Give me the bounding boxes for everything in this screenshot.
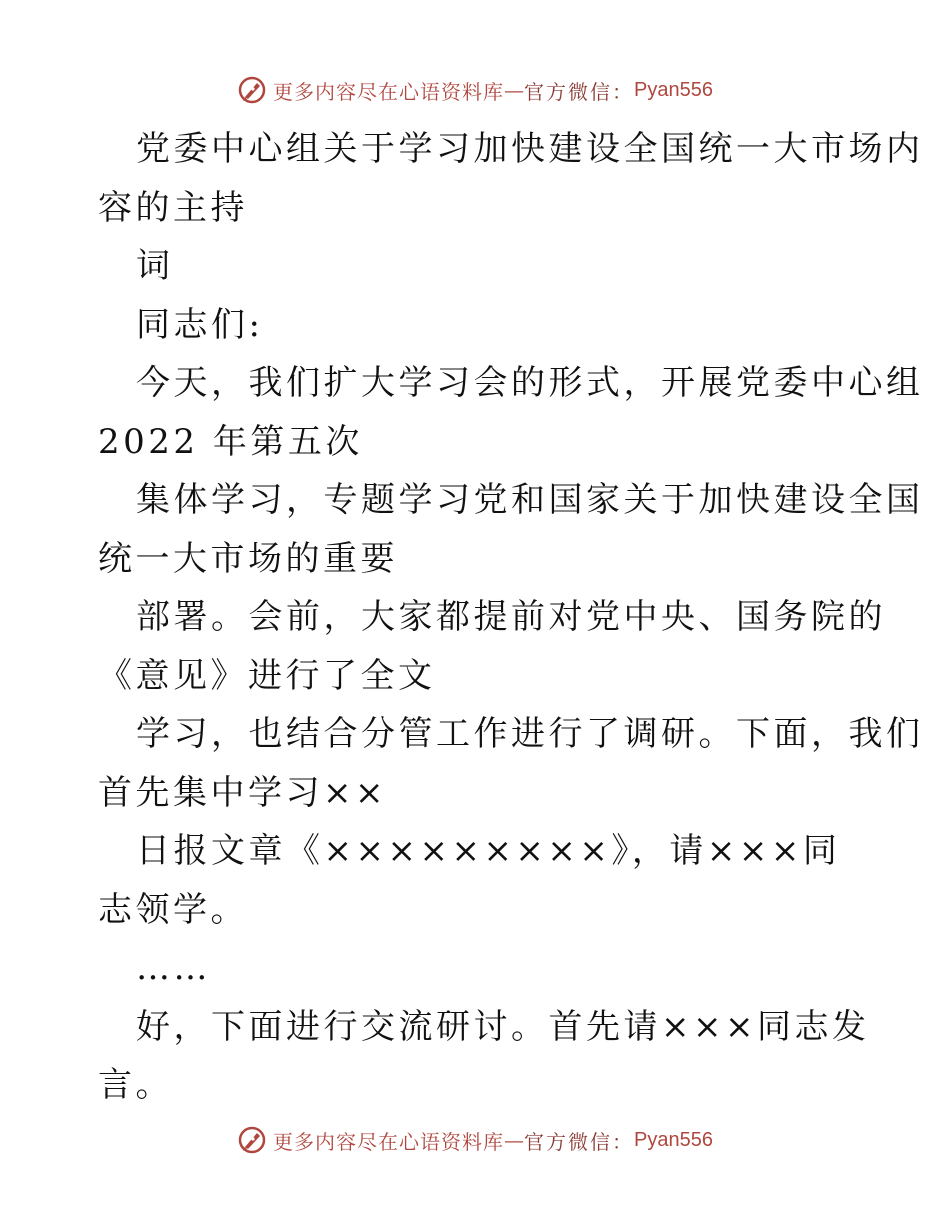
- banner-wechat-label: 官方微信：: [524, 79, 635, 104]
- banner-dash: —: [504, 78, 525, 102]
- document-line: 容的主持: [98, 187, 248, 228]
- footer-banner: [0, 1120, 950, 1160]
- document-line: ……: [136, 948, 211, 988]
- banner-wechat-id: Pyan556: [634, 1128, 713, 1151]
- document-line: 志领学。: [98, 889, 248, 930]
- banner-brand: 更多内容尽在心语资料库: [273, 1129, 505, 1154]
- document-body: [98, 120, 924, 1115]
- document-line: 词: [136, 246, 174, 286]
- document-line: 日报文章《×××××××××》，请×××同: [136, 831, 841, 871]
- document-line: 党委中心组关于学习加快建设全国统一大市场内: [136, 129, 924, 169]
- document-line: 部署。会前，大家都提前对党中央、国务院的: [136, 597, 886, 637]
- document-line: 同志们:: [136, 304, 264, 345]
- document-line: 统一大市场的重要: [98, 538, 398, 579]
- pen-nib-circle-icon: [237, 1125, 267, 1155]
- pen-nib-circle-icon: [237, 75, 267, 105]
- banner-dash: —: [504, 1128, 525, 1152]
- banner-brand: 更多内容尽在心语资料库: [273, 79, 505, 104]
- document-line: 言。: [98, 1065, 173, 1105]
- document-line: 今天，我们扩大学习会的形式，开展党委中心组: [136, 363, 924, 403]
- document-line: 首先集中学习××: [98, 772, 387, 813]
- document-line: 学习，也结合分管工作进行了调研。下面，我们: [136, 714, 924, 754]
- banner-wechat-label: 官方微信：: [524, 1129, 635, 1154]
- header-banner: [0, 70, 950, 110]
- document-line: 好，下面进行交流研讨。首先请×××同志发: [136, 1006, 870, 1047]
- document-line: 集体学习，专题学习党和国家关于加快建设全国: [136, 480, 924, 520]
- document-line: 2022 年第五次: [98, 421, 363, 462]
- document-line: 《意见》进行了全文: [98, 655, 436, 696]
- banner-wechat-id: Pyan556: [634, 78, 713, 101]
